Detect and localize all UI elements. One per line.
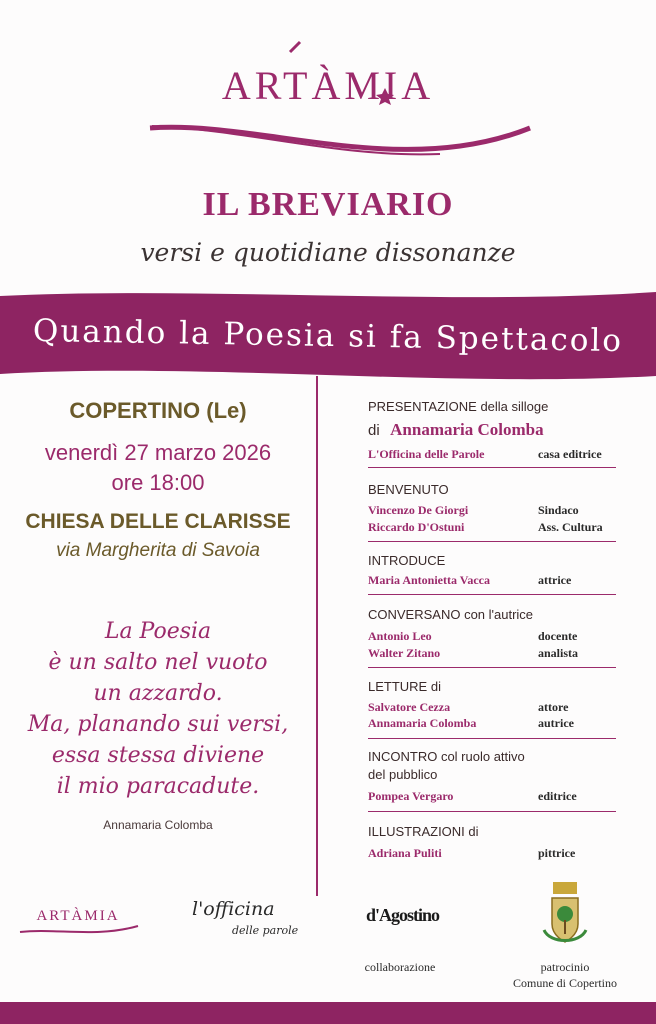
event-street: via Margherita di Savoia [56, 540, 260, 561]
publisher-name: L'Officina delle Parole [368, 447, 485, 461]
person-name: Annamaria Colomba [368, 716, 477, 730]
poem-line: è un salto nel vuoto [48, 650, 268, 675]
section-rule [368, 594, 616, 595]
person-name: Adriana Puliti [368, 846, 442, 860]
person-role: analista [538, 646, 579, 660]
person-name: Pompea Vergaro [368, 789, 454, 803]
section-incontro: INCONTRO col ruolo attivo [368, 749, 525, 764]
publisher-role: casa editrice [538, 447, 602, 461]
section-presentazione: PRESENTAZIONE della silloge [368, 399, 549, 414]
artamia-footer-text: ARTÀMIA [36, 908, 120, 924]
event-date: venerdì 27 marzo 2026 [44, 440, 272, 465]
person-role: autrice [538, 716, 574, 730]
section-rule [368, 667, 616, 668]
section-benvenuto: BENVENUTO [368, 482, 449, 497]
poem-line: La Poesia [104, 619, 212, 644]
person-role: pittrice [538, 846, 576, 860]
person-name: Salvatore Cezza [368, 700, 451, 714]
section-illustrazioni: ILLUSTRAZIONI di [368, 824, 479, 839]
person-role: attrice [538, 573, 572, 587]
event-venue: CHIESA DELLE CLARISSE [25, 510, 291, 533]
page-title: IL BREVIARIO [202, 186, 454, 223]
bottom-bar [0, 1002, 656, 1024]
banner-text: Quando la Poesia si fa Spettacolo [32, 312, 624, 360]
presentazione-author: Annamaria Colomba [390, 420, 544, 439]
event-time: ore 18:00 [111, 470, 205, 495]
section-introduce: INTRODUCE [368, 553, 446, 568]
person-role: docente [538, 629, 578, 643]
section-incontro-2: del pubblico [368, 767, 438, 782]
poem-author: Annamaria Colomba [103, 818, 213, 832]
person-name: Maria Antonietta Vacca [368, 573, 490, 587]
logo-text: ARTÀMIA [221, 63, 435, 108]
page-subtitle: versi e quotidiane dissonanze [140, 238, 516, 267]
event-city: COPERTINO (Le) [69, 398, 247, 423]
comune-label: Comune di Copertino [513, 976, 617, 990]
section-rule [368, 467, 616, 468]
poem-line: Ma, planando sui versi, [27, 712, 289, 737]
officina-logo-sub: delle parole [232, 924, 299, 937]
section-letture: LETTURE di [368, 679, 441, 694]
person-name: Riccardo D'Ostuni [368, 520, 465, 534]
person-role: editrice [538, 789, 577, 803]
section-rule [368, 811, 616, 812]
column-divider [316, 376, 318, 896]
poem-line: essa stessa diviene [51, 743, 265, 768]
officina-logo: l'officina [192, 898, 275, 920]
section-rule [368, 541, 616, 542]
person-name: Vincenzo De Giorgi [368, 503, 469, 517]
section-rule [368, 738, 616, 739]
person-name: Walter Zitano [368, 646, 441, 660]
person-role: Sindaco [538, 503, 579, 517]
section-conversano: CONVERSANO con l'autrice [368, 607, 534, 622]
person-name: Antonio Leo [368, 629, 432, 643]
poem-line: un azzardo. [93, 681, 223, 706]
copertino-coat-of-arms [540, 880, 590, 954]
person-role: attore [538, 700, 569, 714]
di-label: di [368, 422, 380, 439]
patrocinio-label: patrocinio [540, 960, 590, 974]
collaborazione-label: collaborazione [364, 960, 436, 974]
poem-line: il mio paracadute. [56, 774, 260, 799]
person-role: Ass. Cultura [538, 520, 603, 534]
poem [0, 616, 316, 802]
dagostino-logo: d'Agostino [366, 905, 440, 925]
presentazione-author-line [368, 420, 638, 440]
